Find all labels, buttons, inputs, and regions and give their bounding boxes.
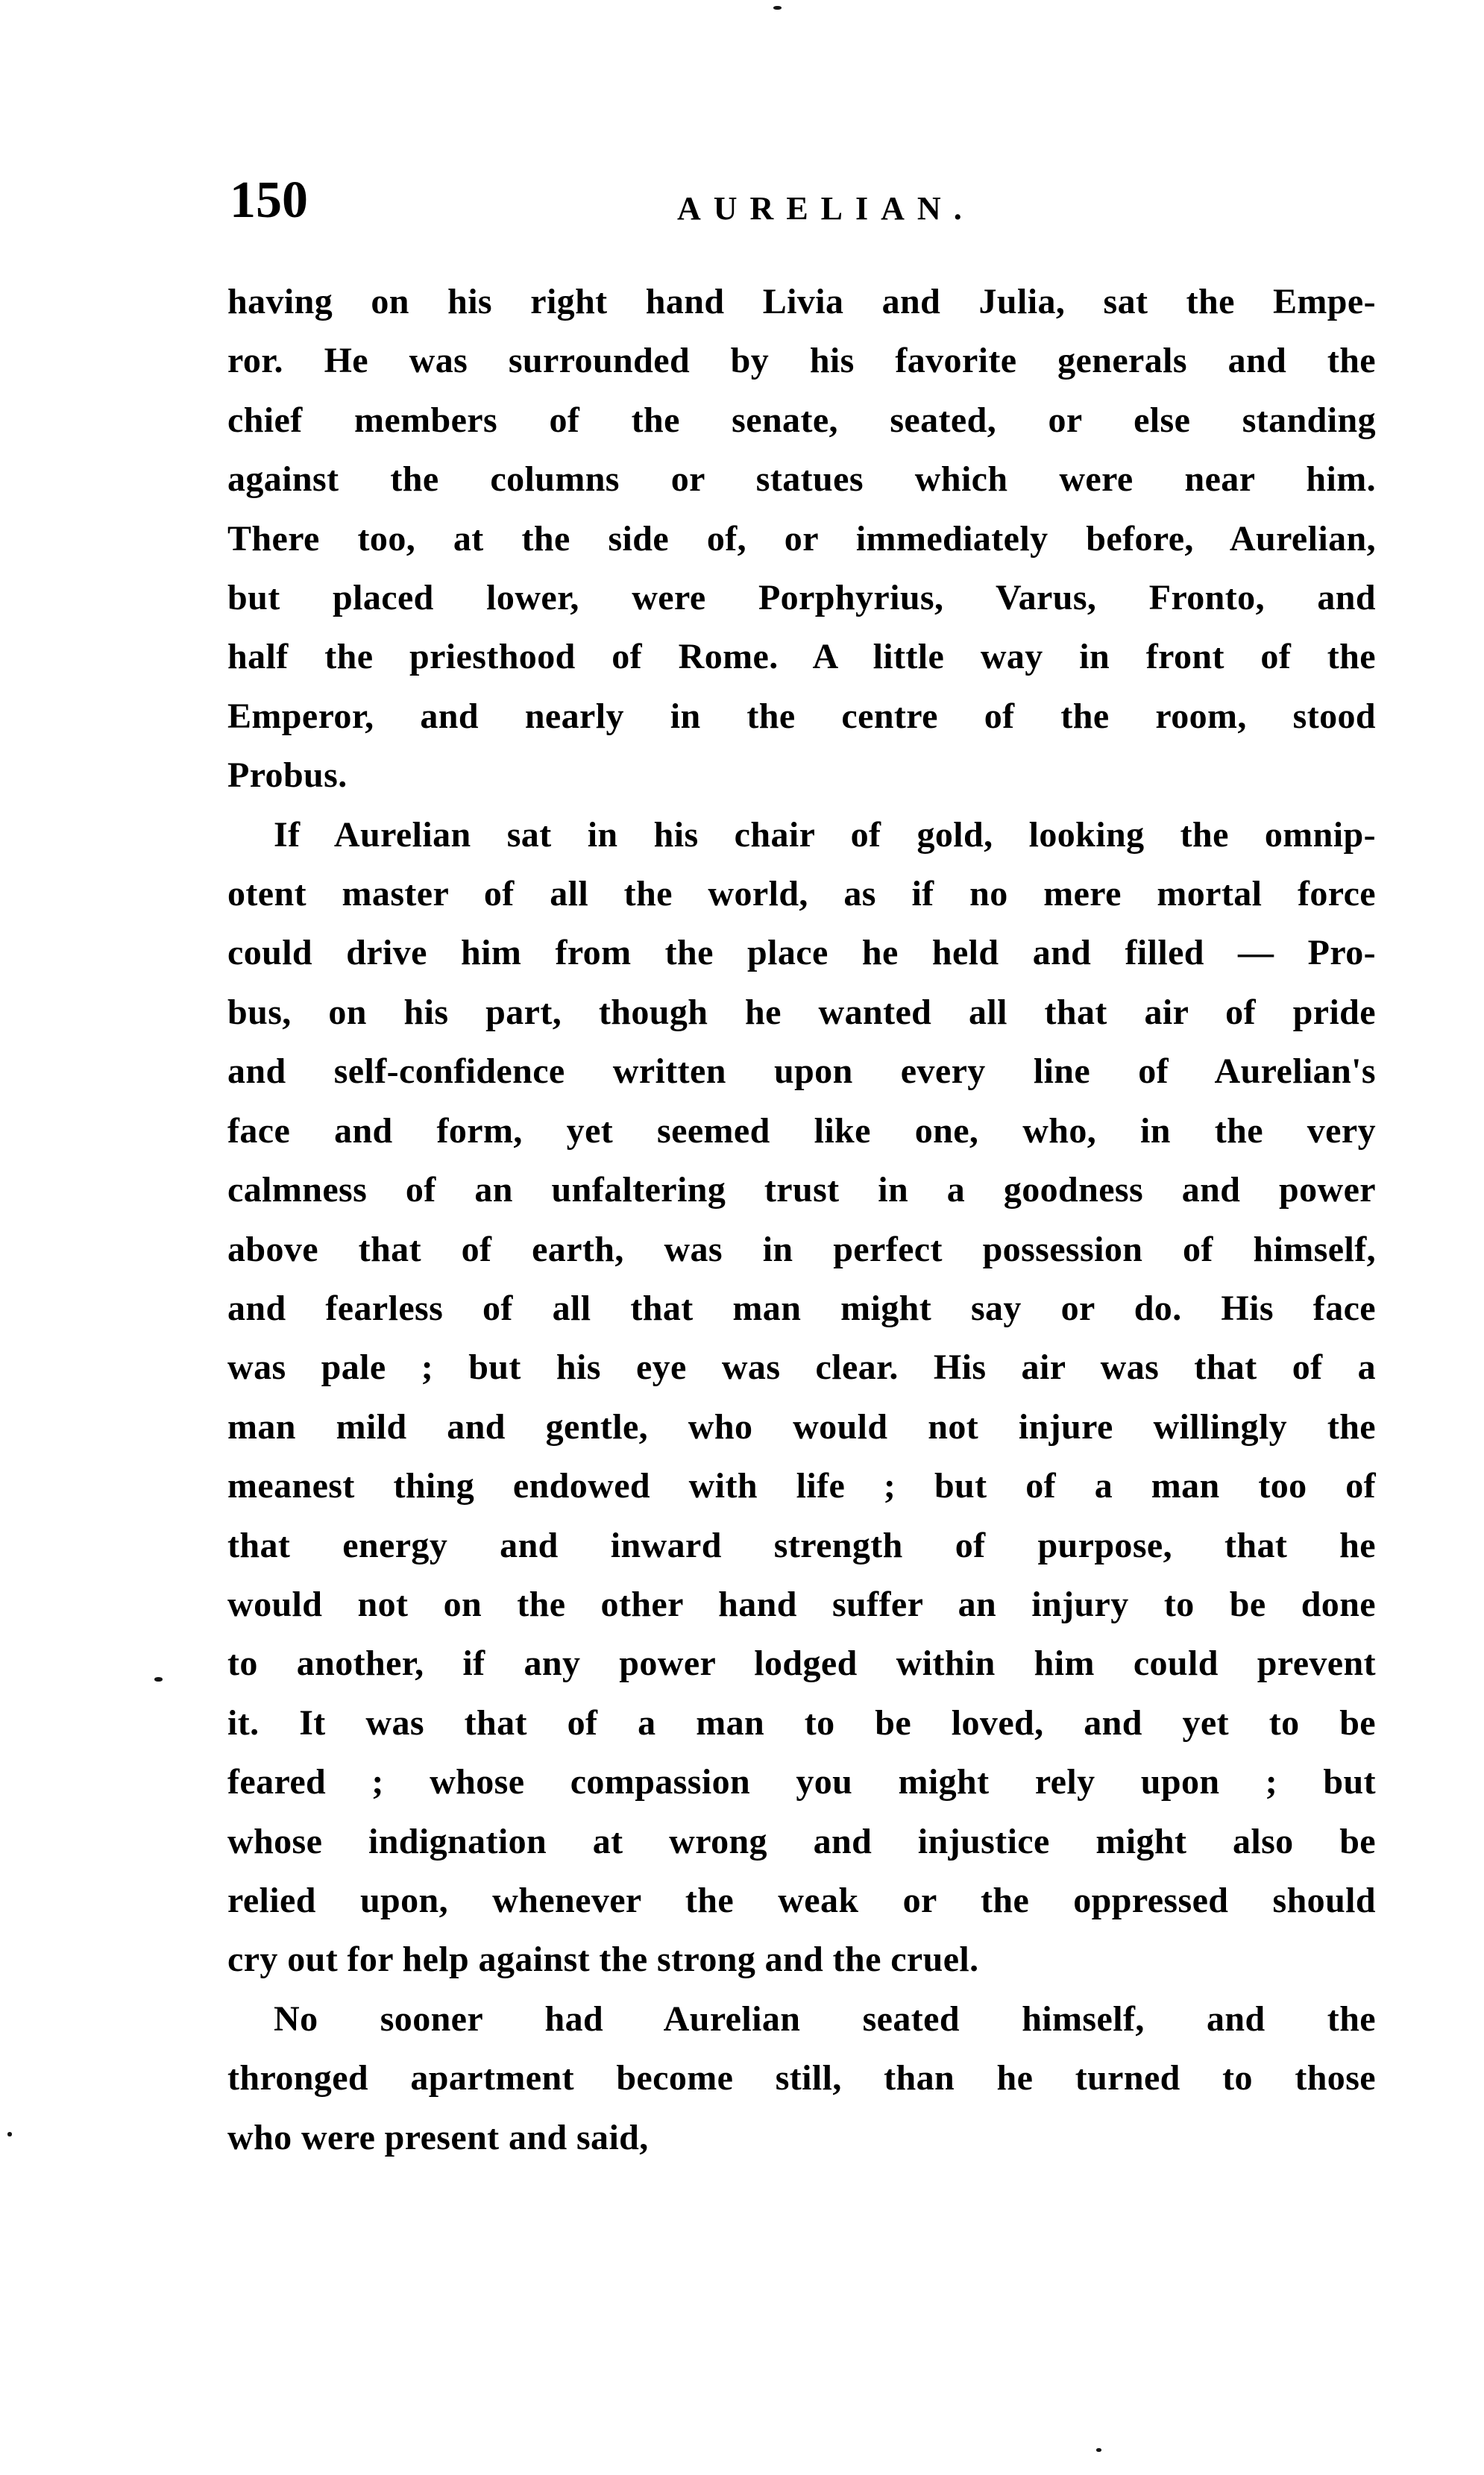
text-line: bus, on his part, though he wanted all that air of pride [227,992,1376,1032]
scan-speck [7,2132,12,2136]
text-line: If Aurelian sat in his chair of gold, looking the omnip- [274,814,1376,855]
text-line: cry out for help against the strong and the cruel. [227,1940,979,1980]
text-line: that energy and inward strength of purpose, that he [227,1525,1376,1565]
text-line: who were present and said, [227,2117,649,2157]
text-line: otent master of all the world, as if no mere mortal force [227,874,1376,914]
text-line: would not on the other hand suffer an injury to be done [227,1584,1376,1624]
text-line: ror. He was surrounded by his favorite generals and the [227,341,1376,381]
page-body-text [227,272,1376,2167]
text-line: was pale ; but his eye was clear. His air was that of a [227,1347,1376,1388]
text-line: but placed lower, were Porphyrius, Varus, Fronto, and [227,578,1376,618]
text-line: meanest thing endowed with life ; but of a man too of [227,1466,1376,1506]
text-line: against the columns or statues which were near him. [227,459,1376,500]
text-line: No sooner had Aurelian seated himself, and the [274,1998,1376,2039]
text-line: half the priesthood of Rome. A little way in front of the [227,637,1376,677]
text-line: Emperor, and nearly in the centre of the room, stood [227,696,1376,736]
text-line: whose indignation at wrong and injustice might also be [227,1821,1376,1861]
text-line: above that of earth, was in perfect possession of himself, [227,1229,1376,1269]
scan-speck [154,1677,163,1682]
text-line: having on his right hand Livia and Julia, sat the Empe- [227,282,1376,321]
text-line: Probus. [227,755,348,796]
text-line: man mild and gentle, who would not injure willingly the [227,1406,1376,1447]
scan-speck [1096,2448,1101,2452]
text-line: it. It was that of a man to be loved, and yet to be [227,1702,1376,1743]
text-line: There too, at the side of, or immediately before, Aurelian, [227,518,1376,559]
text-line: could drive him from the place he held and filled — Pro- [227,933,1376,973]
text-line: and self-confidence written upon every line of Aurelian's [227,1051,1376,1092]
scan-speck [773,6,782,10]
text-line: calmness of an unfaltering trust in a goodness and power [227,1170,1376,1210]
text-line: and fearless of all that man might say or do. His face [227,1288,1376,1328]
text-line: face and form, yet seemed like one, who, in the very [227,1110,1376,1151]
running-header: AURELIAN. [677,190,975,227]
text-line: chief members of the senate, seated, or else standing [227,400,1376,440]
text-line: relied upon, whenever the weak or the oppressed should [227,1880,1376,1920]
page-number: 150 [230,172,308,229]
text-line: feared ; whose compassion you might rely upon ; but [227,1762,1376,1802]
text-line: thronged apartment become still, than he turned to those [227,2058,1376,2098]
text-line: to another, if any power lodged within him could prevent [227,1644,1376,1684]
